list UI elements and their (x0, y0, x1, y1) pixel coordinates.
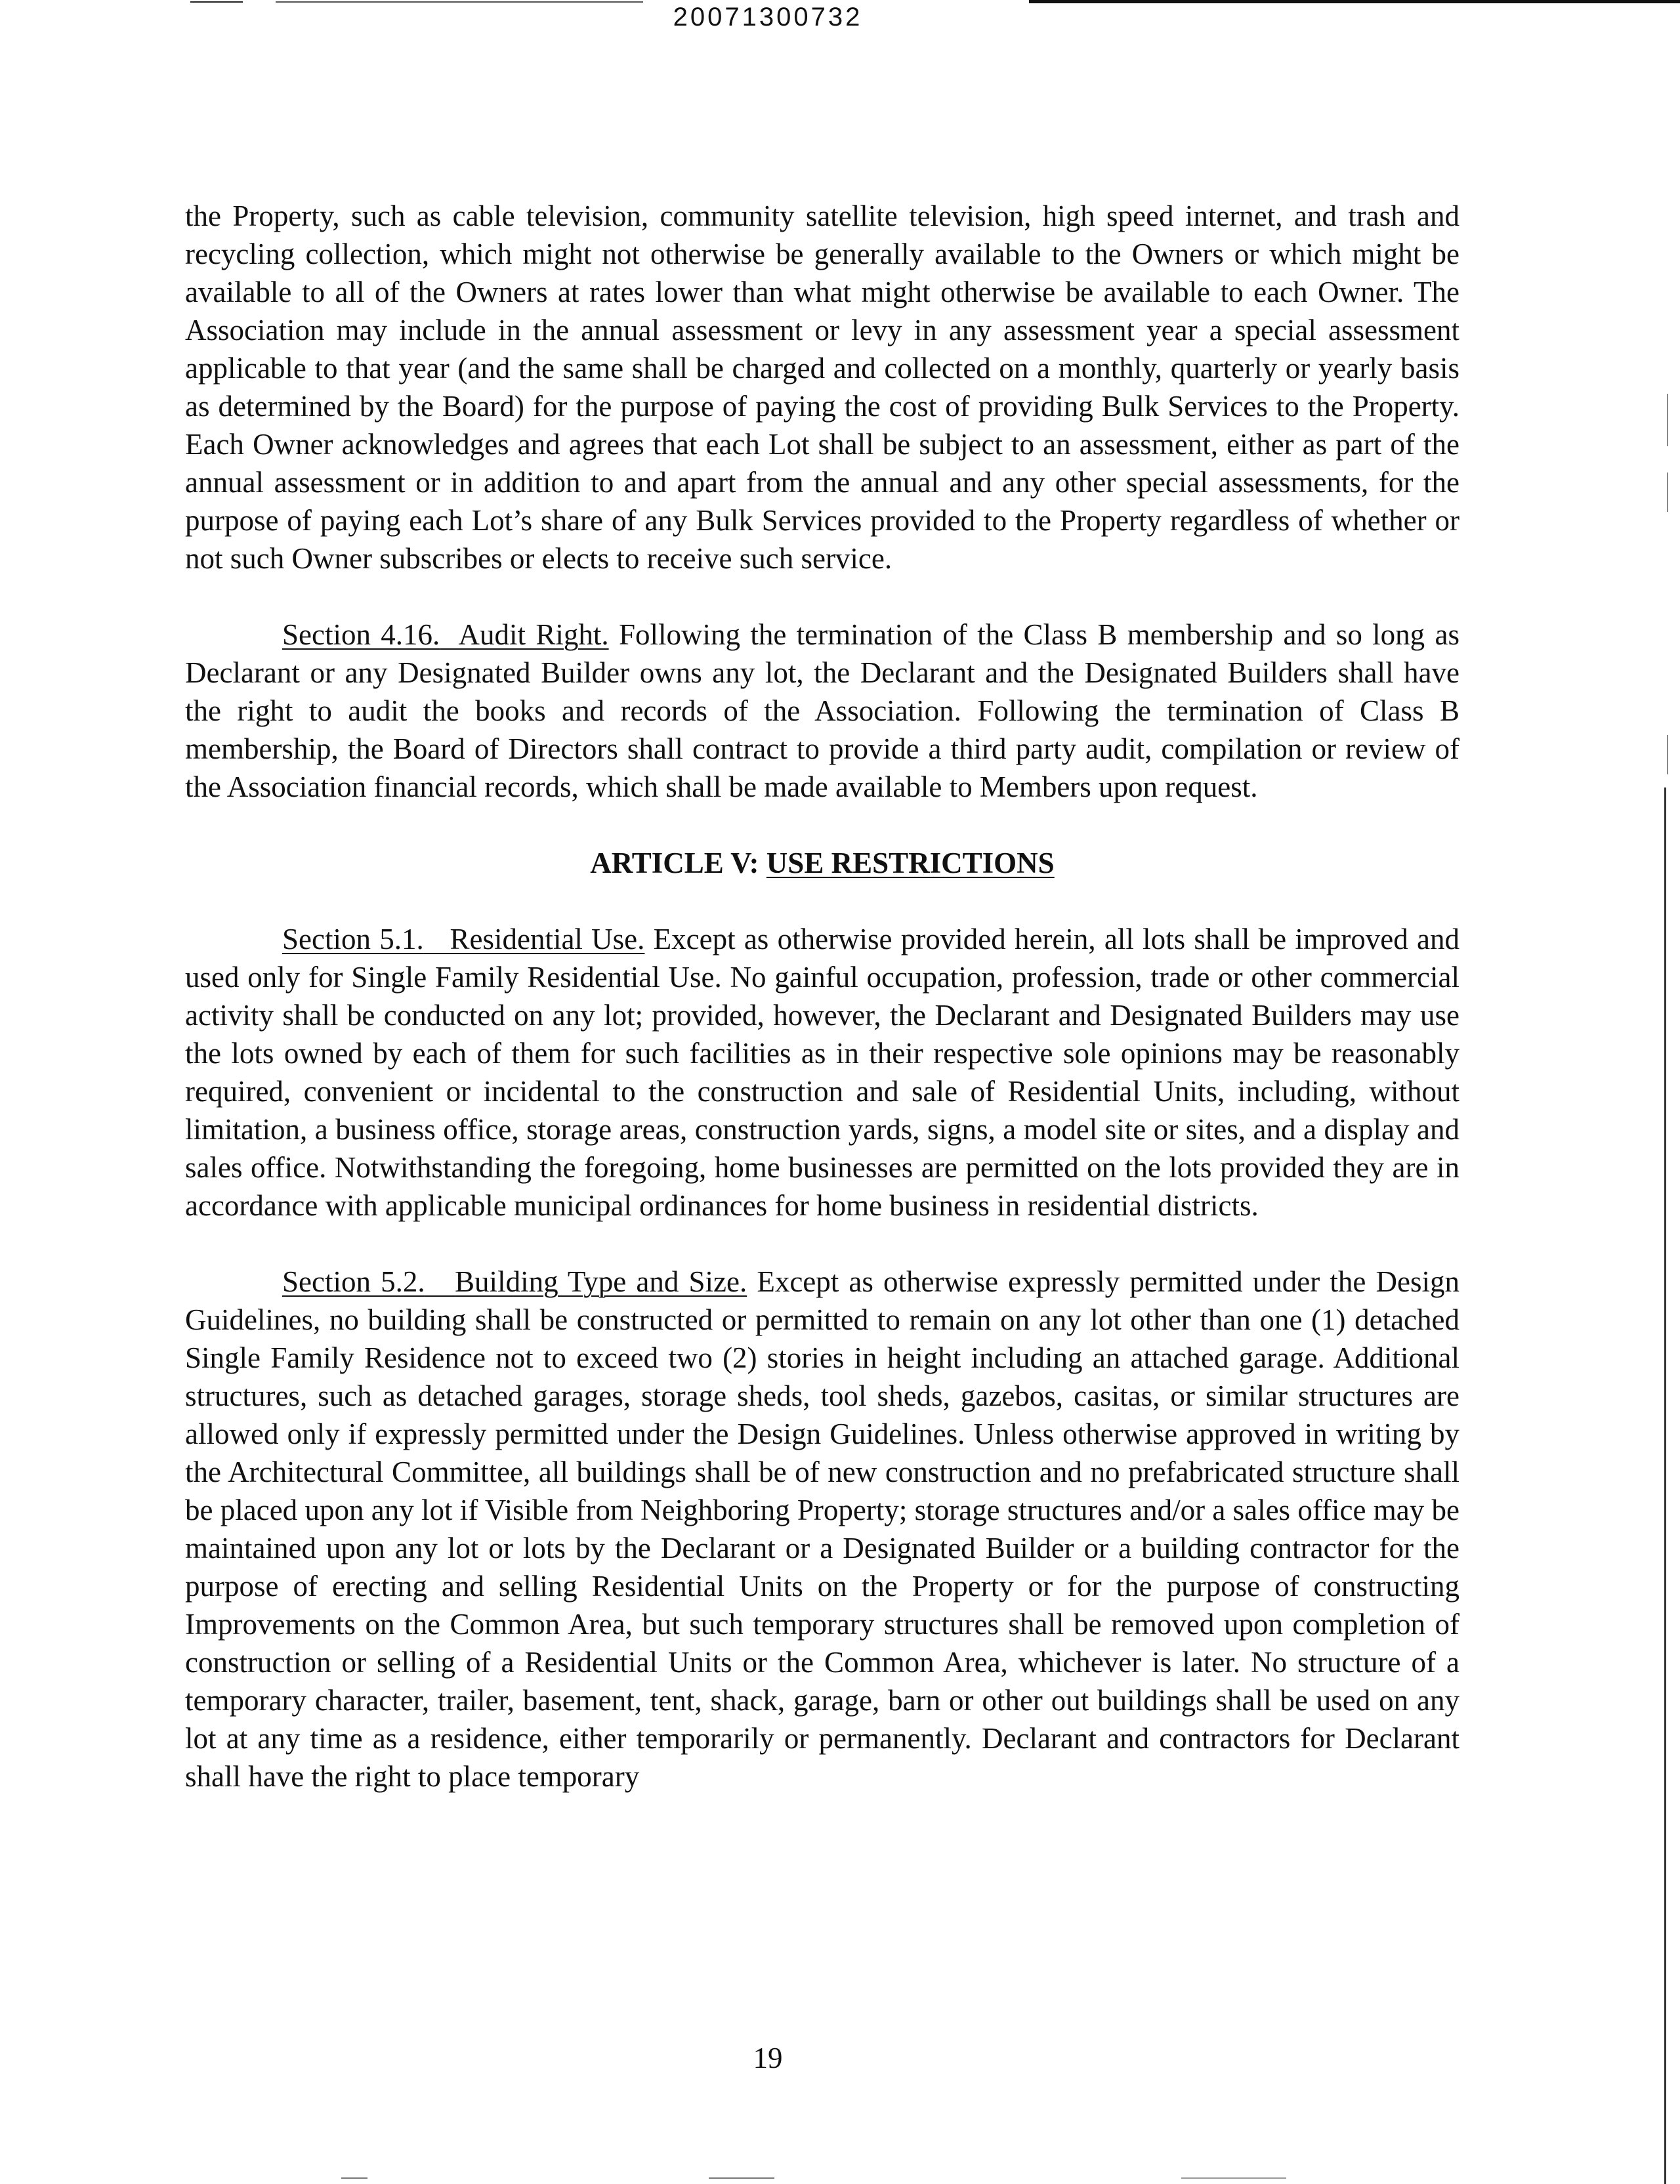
paragraph-gap (185, 882, 1460, 920)
paragraph-gap (185, 578, 1460, 616)
section-4-16-body: Following the termination of the Class B membership and so long as Declarant or any Designated Builder owns any lot, the Declarant and the Designated Builders shall have the right to audit the books and records of the Association. Following the termination of Class B membership, the Board of Directors shall contract to provide a third party audit, compilation or review of the Association financial records, which shall be made available to Members upon request. (185, 618, 1460, 803)
section-5-2-heading (282, 1265, 747, 1298)
section-4-16-number: Section 4.16. (282, 618, 440, 651)
section-5-2 (185, 1263, 1460, 1796)
document-number: 20071300732 (673, 3, 863, 32)
section-4-16-heading (282, 618, 609, 651)
continuation-paragraph: the Property, such as cable television, community satellite television, high speed internet, and trash and recycling collection, which might not otherwise be generally available to the Owners or which might be available to all of the Owners at rates lower than what might otherwise be available to each Owner. The Association may include in the annual assessment or levy in any assessment year a special assessment applicable to that year (and the same shall be charged and collected on a monthly, quarterly or yearly basis as determined by the Board) for the purpose of paying the cost of providing Bulk Services to the Property. Each Owner acknowledges and agrees that each Lot shall be subject to an assessment, either as part of the annual assessment or in addition to and apart from the annual and any other special assessments, for the purpose of paying each Lot’s share of any Bulk Services provided to the Property regardless of whether or not such Owner subscribes or elects to receive such service. (185, 200, 1460, 575)
section-5-2-number: Section 5.2. (282, 1265, 425, 1298)
scan-artifact-bottom-right (1181, 2177, 1286, 2179)
scan-artifact-bottom-left (341, 2177, 368, 2179)
right-page-border (1664, 788, 1666, 2184)
article-heading (185, 844, 1460, 882)
section-5-1-heading (282, 923, 644, 956)
paragraph-gap (185, 1225, 1460, 1263)
section-5-1-body: Except as otherwise provided herein, all lots shall be improved and used only for Single Family Residential Use. No gainful occupation, profession, trade or other commercial activity shall be conducted on any lot; provided, however, the Declarant and Designated Builders may use the lots owned by each of them for such facilities as in their respective sole opinions may be reasonably required, convenient or incidental to the construction and sale of Residential Units, including, without limitation, a business office, storage areas, construction yards, signs, a model site or sites, and a display and sales office. Notwithstanding the foregoing, home businesses are permitted on the lots provided they are in accordance with applicable municipal ordinances for home business in residential districts. (185, 923, 1460, 1222)
section-5-2-title: Building Type and Size. (455, 1265, 747, 1298)
article-prefix: ARTICLE V: (590, 847, 759, 879)
section-4-16-title: Audit Right. (458, 618, 609, 651)
section-5-1-title: Residential Use. (450, 923, 645, 956)
scan-artifact-right-1 (1667, 394, 1668, 446)
scan-artifact-right-2 (1667, 472, 1668, 512)
paragraph-gap (185, 806, 1460, 844)
section-5-1 (185, 920, 1460, 1225)
section-4-16 (185, 616, 1460, 806)
scan-artifact-right-3 (1667, 735, 1668, 774)
section-5-2-body: Except as otherwise expressly permitted under the Design Guidelines, no building shall be constructed or permitted to remain on any lot other than one (1) detached Single Family Residence not to exceed two (2) stories in height including an attached garage. Additional structures, such as detached garages, storage sheds, tool sheds, gazebos, casitas, or similar structures are allowed only if expressly permitted under the Design Guidelines. Unless otherwise approved in writing by the Architectural Committee, all buildings shall be of new construction and no prefabricated structure shall be placed upon any lot if Visible from Neighboring Property; storage structures and/or a sales office may be maintained upon any lot or lots by the Declarant or a Designated Builder or a building contractor for the purpose of erecting and selling Residential Units on the Property or for the purpose of constructing Improvements on the Common Area, but such temporary structures shall be removed upon completion of construction or selling of a Residential Units or the Common Area, whichever is later. No structure of a temporary character, trailer, basement, tent, shack, garage, barn or other out buildings shall be used on any lot at any time as a residence, either temporarily or permanently. Declarant and contractors for Declarant shall have the right to place temporary (185, 1265, 1460, 1793)
section-5-1-number: Section 5.1. (282, 923, 424, 956)
scan-artifact-bottom-center (709, 2177, 774, 2179)
page-number: 19 (753, 2042, 783, 2074)
article-title: USE RESTRICTIONS (766, 847, 1055, 879)
page-body (185, 197, 1460, 1796)
